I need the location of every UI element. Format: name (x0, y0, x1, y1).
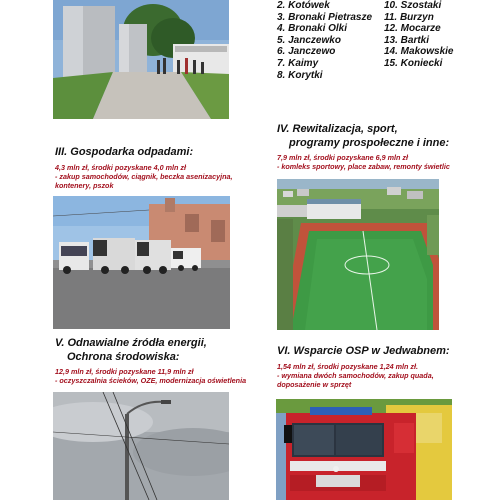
section-item: doposażenie w sprzęt (277, 380, 352, 389)
photo-sports-complex (277, 179, 439, 330)
section-item: kontenery, pszok (55, 181, 114, 190)
section-item: - zakup samochodów, ciągnik, beczka asenizacyjna, (55, 172, 233, 181)
photo-garbage-trucks (53, 196, 230, 329)
village-item: 8. Korytki (277, 69, 323, 81)
section-title-waste: III. Gospodarka odpadami: (55, 146, 194, 158)
section-title-fire-brigade: VI. Wsparcie OSP w Jedwabnem: (277, 345, 450, 357)
village-item: 2. Kotówek (277, 0, 330, 11)
section-title-revitalization-line2: programy prospołeczne i inne: (289, 137, 450, 149)
section-amount-fire-brigade: 1,54 mln zł, środki pozyskane 1,24 mln zł. (277, 362, 419, 371)
village-item: 4. Bronaki Olki (277, 23, 348, 35)
section-item: - komleks sportowy, place zabaw, remonty świetlic (277, 162, 450, 171)
section-title-revitalization: IV. Rewitalizacja, sport, (277, 123, 398, 135)
section-item: - wymiana dwóch samochodów, zakup quada, (277, 371, 434, 380)
section-items-energy (55, 376, 246, 385)
village-list-column-2 (384, 0, 453, 70)
village-item: 13. Bartki (384, 34, 430, 46)
section-amount-revitalization: 7,9 mln zł, środki pozyskane 6,9 mln zł (277, 153, 409, 162)
village-item: 6. Janczewo (277, 46, 336, 58)
photo-water-station (53, 0, 229, 119)
village-item: 14. Makowskie (384, 46, 454, 58)
village-item: 3. Bronaki Pietrasze (277, 11, 373, 23)
photo-street-lamp (53, 392, 229, 500)
section-items-waste (55, 172, 233, 190)
section-title-energy: V. Odnawialne źródła energii, (55, 337, 207, 349)
village-item: 12. Mocarze (384, 23, 441, 35)
village-item: 10. Szostaki (384, 0, 442, 11)
village-item: 5. Janczewko (277, 34, 341, 46)
section-amount-energy: 12,9 mln zł, środki pozyskane 11,9 mln zł (55, 367, 194, 376)
section-amount-waste: 4,3 mln zł, środki pozyskane 4,0 mln zł (55, 163, 187, 172)
village-item: 7. Kaimy (277, 57, 319, 69)
photo-fire-truck (276, 399, 452, 500)
section-items-fire-brigade (277, 371, 434, 389)
village-list-column-1 (277, 0, 372, 81)
section-items-revitalization (277, 162, 450, 171)
village-item: 15. Koniecki (384, 57, 443, 69)
section-item: - oczyszczalnia ścieków, OZE, modernizacja oświetlenia (55, 376, 247, 385)
village-item: 11. Burzyn (384, 11, 434, 23)
section-title-energy-line2: Ochrona środowiska: (67, 351, 180, 363)
